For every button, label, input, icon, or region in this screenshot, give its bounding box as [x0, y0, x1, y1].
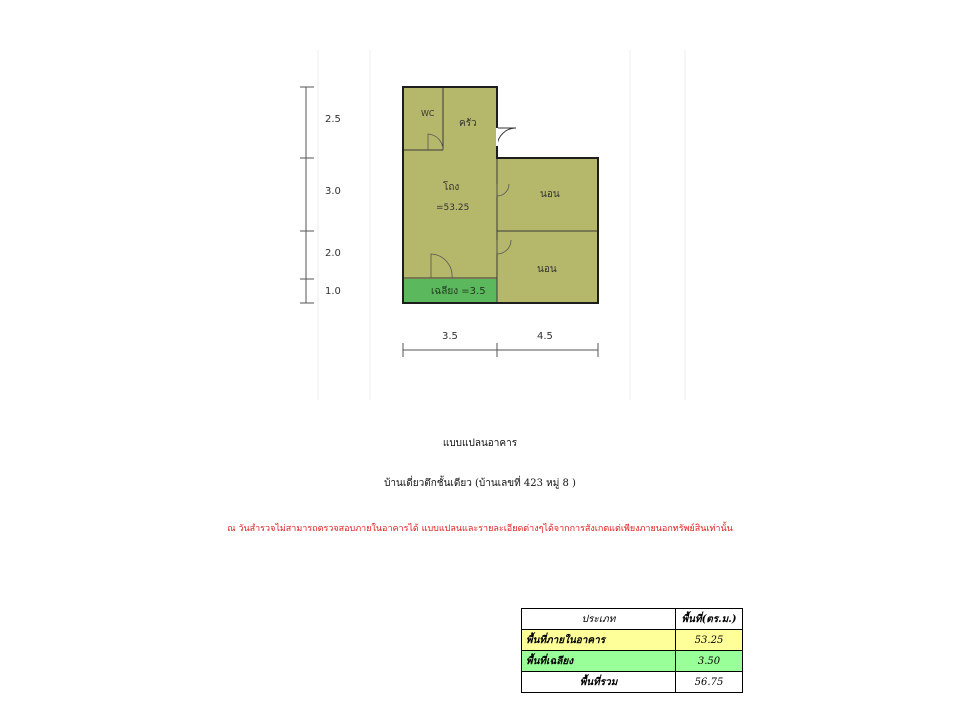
porch-label: เฉลียง =3.5 [431, 286, 486, 297]
table-row [522, 630, 743, 651]
door-icons [497, 128, 516, 146]
row-label: พื้นที่ภายในอาคาร [522, 630, 676, 651]
dimension-label-4-5: 4.5 [537, 331, 553, 342]
kitchen-label: ครัว [459, 118, 477, 129]
survey-note: ณ วันสำรวจไม่สามารถตรวจสอบภายในอาคารได้ แบบแปลนและรายละเอียดต่างๆได้จากการสังเกตแต่เพียงภายนอกทรัพย์สินเท่านั้น [227, 524, 733, 534]
dimension-label-3-0: 3.0 [325, 186, 341, 197]
header-type: ประเภท [522, 609, 676, 630]
hall-area-label: =53.25 [436, 203, 470, 213]
area-table [521, 608, 743, 693]
total-value: 56.75 [676, 672, 743, 693]
plan-title: แบบแปลนอาคาร [442, 438, 518, 449]
dimension-label-2-5: 2.5 [325, 114, 341, 125]
bedroom-1-label: นอน [540, 189, 560, 200]
bedroom-2-label: นอน [537, 264, 557, 275]
horizontal-dimension [403, 343, 598, 357]
table-row-total [522, 672, 743, 693]
total-label: พื้นที่รวม [522, 672, 676, 693]
wc-label: WC [421, 109, 435, 118]
row-label: พื้นที่เฉลียง [522, 651, 676, 672]
row-value: 3.50 [676, 651, 743, 672]
dimension-label-3-5: 3.5 [442, 331, 458, 342]
dimension-label-2-0: 2.0 [325, 248, 341, 259]
area-table-header [522, 609, 743, 630]
dimension-label-1-0: 1.0 [325, 286, 341, 297]
plan-subtitle: บ้านเดี่ยวตึกชั้นเดียว (บ้านเลขที่ 423 หมู่ 8 ) [384, 478, 576, 489]
hall-label: โถง [443, 182, 460, 193]
row-value: 53.25 [676, 630, 743, 651]
vertical-dimension [300, 87, 314, 303]
interior-area [403, 87, 598, 303]
table-row [522, 651, 743, 672]
header-area: พื้นที่(ตร.ม.) [676, 609, 743, 630]
